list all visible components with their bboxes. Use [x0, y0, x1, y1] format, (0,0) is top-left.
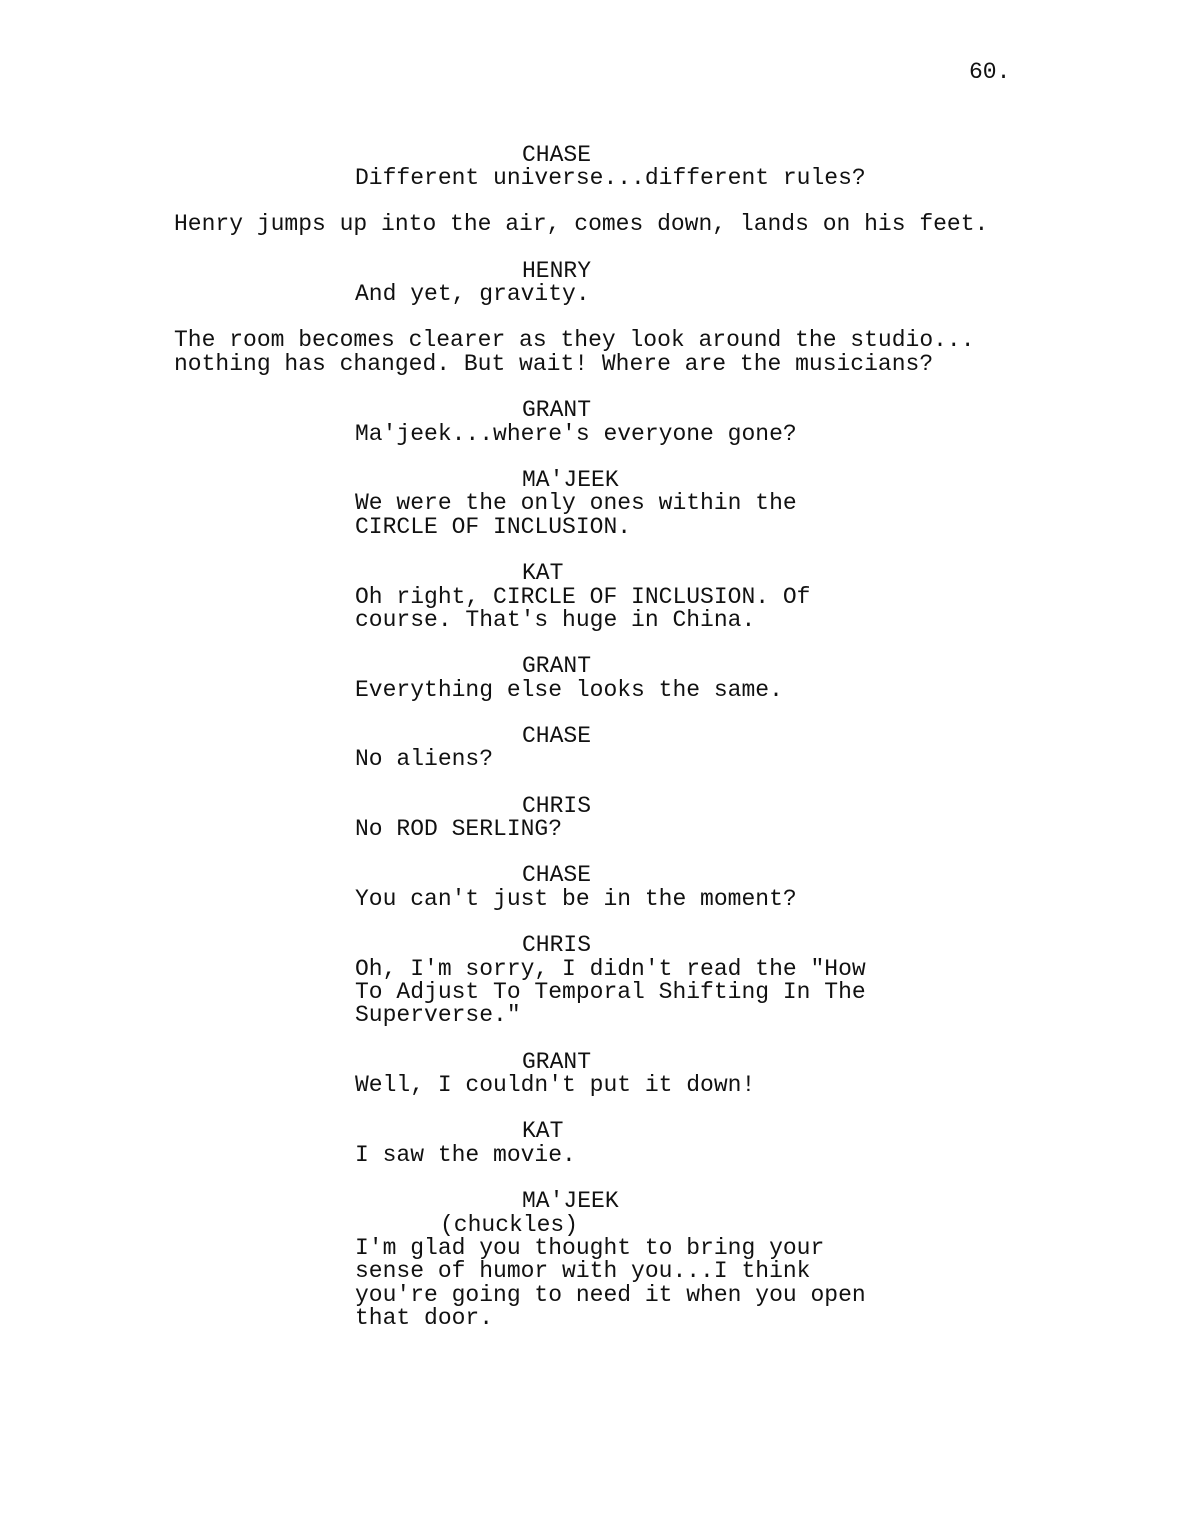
character-cue-kat: KAT — [522, 1118, 564, 1144]
parenthetical: (chuckles) — [440, 1212, 579, 1238]
dialogue-line: Everything else looks the same. — [355, 677, 783, 703]
character-cue-majeek: MA'JEEK — [522, 1188, 619, 1214]
dialogue-line: I saw the movie. — [355, 1142, 576, 1168]
dialogue-line: sense of humor with you...I think — [355, 1258, 811, 1284]
dialogue-line: you're going to need it when you open — [355, 1282, 866, 1308]
character-cue-chase: CHASE — [522, 723, 592, 749]
page-number: 60. — [969, 59, 1011, 85]
dialogue-line: Well, I couldn't put it down! — [355, 1072, 756, 1098]
action-line: nothing has changed. But wait! Where are the musicians? — [174, 351, 934, 377]
character-cue-grant: GRANT — [522, 397, 592, 423]
character-cue-henry: HENRY — [522, 258, 592, 284]
action-line: Henry jumps up into the air, comes down, lands on his feet. — [174, 211, 989, 237]
character-cue-chris: CHRIS — [522, 932, 592, 958]
character-cue-chase: CHASE — [522, 862, 592, 888]
dialogue-line: I'm glad you thought to bring your — [355, 1235, 825, 1261]
dialogue-line: We were the only ones within the — [355, 490, 797, 516]
dialogue-line: You can't just be in the moment? — [355, 886, 797, 912]
dialogue-line: No aliens? — [355, 746, 494, 772]
dialogue-line: To Adjust To Temporal Shifting In The — [355, 979, 866, 1005]
dialogue-line: Different universe...different rules? — [355, 165, 866, 191]
dialogue-line: Ma'jeek...where's everyone gone? — [355, 421, 797, 447]
action-line: The room becomes clearer as they look around the studio... — [174, 327, 975, 353]
character-cue-chase: CHASE — [522, 142, 592, 168]
dialogue-line: Oh right, CIRCLE OF INCLUSION. Of — [355, 584, 811, 610]
dialogue-line: No ROD SERLING? — [355, 816, 563, 842]
character-cue-chris: CHRIS — [522, 793, 592, 819]
dialogue-line: Oh, I'm sorry, I didn't read the "How — [355, 956, 866, 982]
character-cue-kat: KAT — [522, 560, 564, 586]
character-cue-majeek: MA'JEEK — [522, 467, 619, 493]
character-cue-grant: GRANT — [522, 1049, 592, 1075]
dialogue-line: course. That's huge in China. — [355, 607, 756, 633]
dialogue-line: CIRCLE OF INCLUSION. — [355, 514, 632, 540]
character-cue-grant: GRANT — [522, 653, 592, 679]
dialogue-line: Superverse." — [355, 1002, 521, 1028]
dialogue-line: that door. — [355, 1305, 494, 1331]
dialogue-line: And yet, gravity. — [355, 281, 590, 307]
